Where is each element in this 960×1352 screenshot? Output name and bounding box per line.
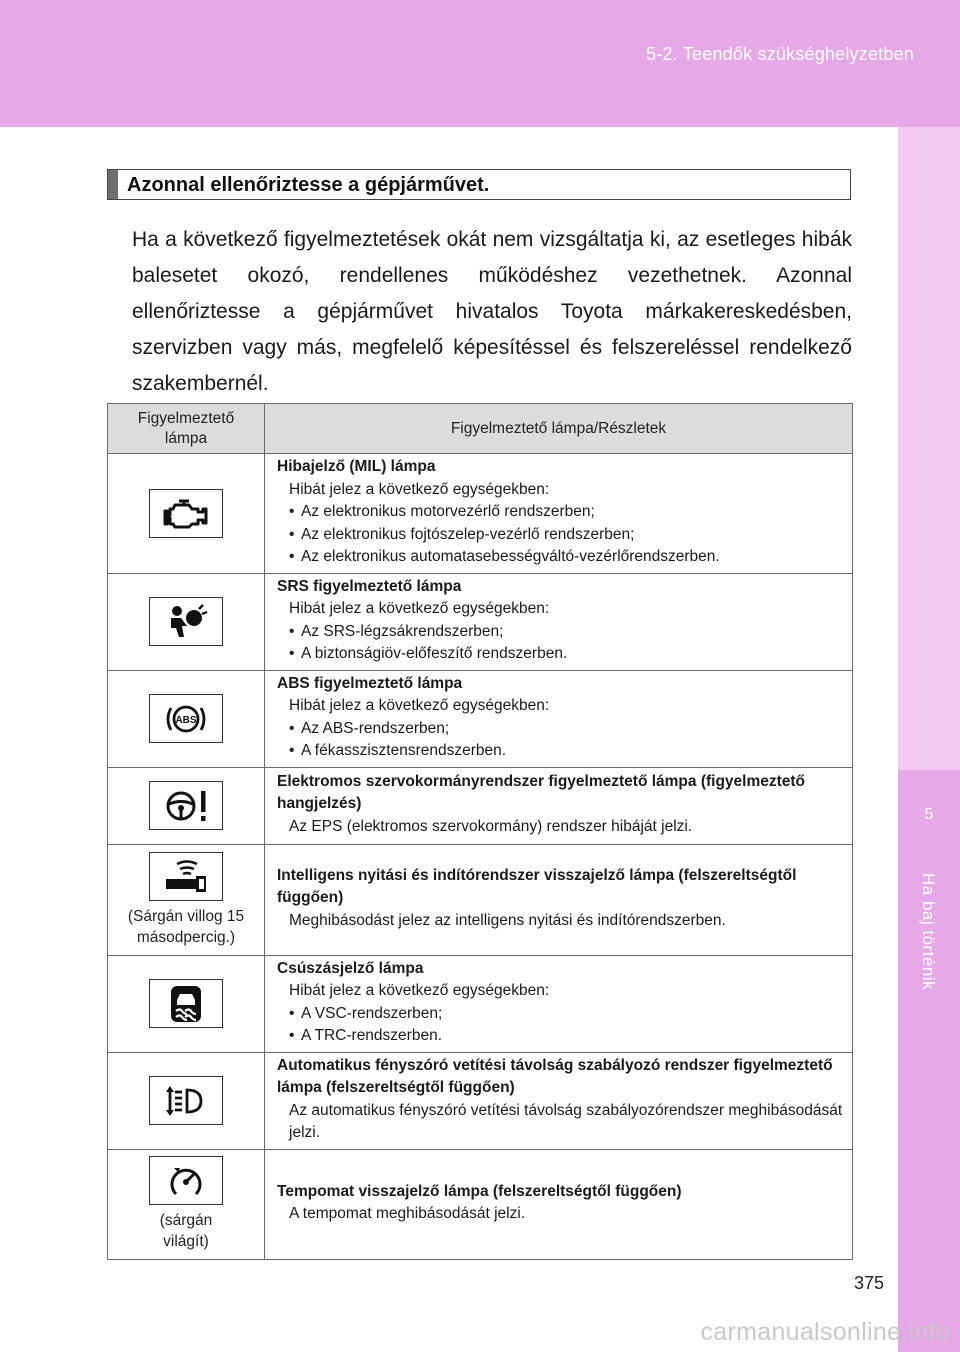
- bullet-list: • A VSC-rendszerben; • A TRC-rendszerben.: [277, 1003, 846, 1048]
- detail-cell: SRS figyelmeztető lámpa Hibát jelez a következő egységekben: • Az SRS-légzsákrendszerben; • A biztonságiöv-előfeszítő rendszerben.: [265, 573, 853, 670]
- lamp-note: (Sárgán villog 15 másodpercig.): [127, 907, 245, 946]
- table-row: [108, 955, 853, 1052]
- headlamp-leveling-icon: [149, 1076, 223, 1125]
- engine-icon: [149, 489, 223, 538]
- header-details: Figyelmeztető lámpa/Részletek: [265, 404, 853, 454]
- lamp-cell: [108, 573, 265, 670]
- section-title: Azonnal ellenőriztesse a gépjárművet.: [127, 174, 490, 196]
- detail-cell: Tempomat visszajelző lámpa (felszereltségtől függően) A tempomat meghibásodását jelzi.: [265, 1149, 853, 1259]
- warning-lamp-table: [107, 403, 853, 1260]
- section-heading: [107, 169, 851, 200]
- lamp-cell: [108, 454, 265, 574]
- chapter-label: Ha baj történik: [919, 873, 938, 991]
- lamp-cell: [108, 844, 265, 955]
- detail-cell: Csúszásjelző lámpa Hibát jelez a következő egységekben: • A VSC-rendszerben; • A TRC-rendszerben.: [265, 955, 853, 1052]
- lamp-cell: [108, 670, 265, 767]
- header-section-title: 5-2. Teendők szükséghelyzetben: [646, 44, 914, 64]
- bullet-list: • Az ABS-rendszerben; • A fékasszisztensrendszerben.: [277, 718, 846, 763]
- detail-cell: Elektromos szervokormányrendszer figyelmeztető lámpa (figyelmeztető hangjelzés) Az EPS (elektromos szervokormány) rendszer hibáját jelzi.: [265, 767, 853, 844]
- detail-cell: Hibajelző (MIL) lámpa Hibát jelez a következő egységekben: • Az elektronikus motorvezérlő rendszerben; • Az elektronikus fojtószelep-vezérlő rendszerben; • Az elektronikus automatasebességváltó-vezérlőrendszerben.: [265, 454, 853, 574]
- abs-icon: [149, 694, 223, 743]
- table-header-row: [108, 404, 853, 454]
- svg-text:ABS: ABS: [175, 714, 197, 726]
- detail-cell: ABS figyelmeztető lámpa Hibát jelez a következő egységekben: • Az ABS-rendszerben; • A fékasszisztensrendszerben.: [265, 670, 853, 767]
- detail-cell: Intelligens nyitási és indítórendszer visszajelző lámpa (felszereltségtől függően) Meghibásodást jelez az intelligens nyitási és indítórendszerben.: [265, 844, 853, 955]
- bullet-list: • Az SRS-légzsákrendszerben; • A biztonságiöv-előfeszítő rendszerben.: [277, 621, 846, 666]
- lamp-cell: [108, 767, 265, 844]
- steering-warning-icon: [149, 781, 223, 830]
- watermark: carmanualsonline.info: [700, 1318, 950, 1346]
- table-row: [108, 454, 853, 574]
- side-band: [898, 127, 960, 770]
- intro-paragraph: Ha a következő figyelmeztetések okát nem vizsgáltatja ki, az esetleges hibák balesetet okozó, rendellenes működéshez vezethetnek. Azonnal ellenőriztesse a gépjárművet hivatalos Toyota márkakereskedésben, szervizben vagy más, megfelelő képesítéssel és felszereléssel rendelkező szakembernél.: [132, 228, 852, 395]
- chapter-tab: [898, 770, 960, 1352]
- bullet-list: • Az elektronikus motorvezérlő rendszerben; • Az elektronikus fojtószelep-vezérlő rendszerben; • Az elektronikus automatasebességváltó-vezérlőrendszerben.: [277, 501, 846, 569]
- table-row: [108, 1052, 853, 1149]
- lamp-note: (sárgán világít): [159, 1212, 213, 1250]
- header-lamp: Figyelmeztető lámpa: [108, 404, 265, 454]
- section-heading-bar: [108, 170, 118, 199]
- detail-cell: Automatikus fényszóró vetítési távolság szabályozó rendszer figyelmeztető lámpa (felszereltségtől függően) Az automatikus fényszóró vetítési távolság szabályozórendszer meghibásodását jelzi.: [265, 1052, 853, 1149]
- table-row: [108, 767, 853, 844]
- lamp-cell: [108, 1052, 265, 1149]
- table-row: [108, 670, 853, 767]
- cruise-control-icon: [149, 1156, 223, 1205]
- table-row: [108, 573, 853, 670]
- lamp-cell: [108, 1149, 265, 1259]
- table-row: [108, 1149, 853, 1259]
- smart-key-icon: [149, 852, 223, 901]
- skid-icon: [149, 979, 223, 1028]
- airbag-icon: [149, 597, 223, 646]
- table-row: [108, 844, 853, 955]
- chapter-number: 5: [924, 806, 934, 823]
- lamp-cell: [108, 955, 265, 1052]
- page-number: 375: [853, 1273, 884, 1293]
